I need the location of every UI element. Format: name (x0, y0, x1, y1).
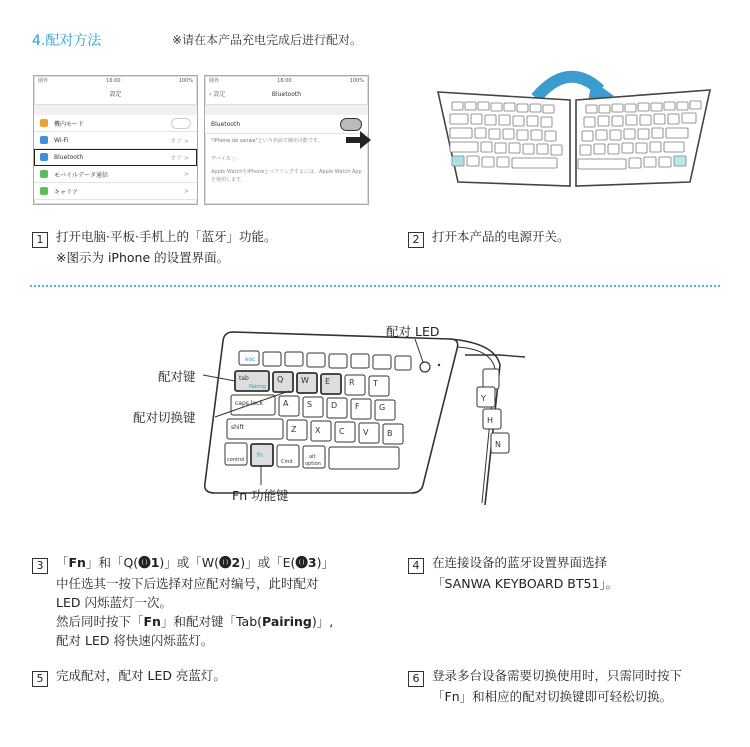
step-text: 完成配对，配对 LED 亮蓝灯。 (56, 668, 226, 683)
step-5 (32, 666, 226, 687)
key-label-n: N (495, 440, 501, 449)
battery-text: 100% (178, 78, 193, 84)
row-label: 機内モード (54, 120, 84, 128)
bluetooth-nav-bar (205, 86, 368, 105)
row-label: キャリア (54, 188, 79, 196)
key-label-caps: caps lock (235, 400, 263, 407)
row-value: オフ > (170, 154, 189, 162)
devices-header: デバイス ◌ (211, 156, 237, 162)
step-number: 6 (408, 671, 424, 687)
step-text: 配对 LED 将快速闪烁蓝灯。 (56, 633, 214, 648)
step-2 (408, 227, 570, 248)
key-label-t: T (373, 379, 378, 388)
key-label-d: D (331, 401, 338, 410)
key-label-cmd: Cmd (281, 459, 293, 465)
key-label-r: R (349, 378, 355, 387)
row-value: > (183, 187, 189, 195)
arrow-right-icon (346, 130, 372, 150)
e-key (321, 374, 341, 394)
row-label: Wi-Fi (54, 136, 69, 144)
phone-icon (40, 187, 48, 195)
step-3: 3 「Fn」和「Q(⓿1)」或「W(⓿2)」或「E(⓿3)」 中任选其一按下后选择对应配对编号，此时配对 LED 闪烁蓝灯一次。 然后同时按下「Fn」和配对键「Tab(Pairing)」, 配对 LED 将快速闪烁蓝灯。 (32, 553, 334, 650)
step-number: 4 (408, 558, 424, 574)
key-label-y: Y (481, 394, 486, 403)
key-label-control: control (227, 457, 245, 463)
back-link[interactable]: ‹ 設定 (209, 91, 226, 98)
row-wifi[interactable] (34, 132, 197, 149)
key-label-w: W (301, 376, 309, 385)
keyboard-closeup-diagram (195, 325, 525, 510)
key-label-shift: shift (231, 424, 244, 431)
key-label-a: A (283, 399, 289, 408)
row-bluetooth[interactable] (34, 149, 197, 166)
row-mobile-data[interactable] (34, 166, 197, 183)
status-bar (205, 76, 368, 86)
antenna-icon (40, 170, 48, 178)
step-number: 2 (408, 232, 424, 248)
step-subnote: ※图示为 iPhone 的设置界面。 (56, 250, 230, 265)
row-label: Bluetooth (211, 120, 241, 128)
pairing-led (420, 362, 430, 372)
row-label: Bluetooth (54, 153, 84, 161)
airplane-icon (40, 119, 48, 127)
discoverable-text: "iPhone de sanwa"という名前で検出可能です。 (211, 138, 323, 144)
step-text: 登录多台设备需要切换使用时，只需同时按下 (432, 668, 683, 683)
key-label-f: F (355, 402, 360, 411)
carrier-text: 圏外 (38, 78, 49, 84)
step-6 (408, 666, 682, 706)
watch-note: Apple WatchをiPhoneとペアリングするには、Apple Watch Appを使用します。 (211, 169, 362, 183)
key-label-tab: tab (239, 375, 249, 382)
key-label-esc: esc (245, 356, 256, 363)
key-label-b: B (387, 429, 393, 438)
battery-text: 100% (349, 78, 364, 84)
step-4 (408, 553, 618, 593)
key-label-c: C (339, 427, 345, 436)
key-label-e: E (325, 377, 331, 386)
bluetooth-icon (40, 153, 48, 161)
toggle-switch[interactable] (171, 118, 191, 129)
key-label-option: option (305, 461, 321, 467)
wifi-icon (40, 136, 48, 144)
key-label-h: H (487, 416, 494, 425)
row-carrier[interactable] (34, 183, 197, 200)
pairing-led-label: 配对 LED (386, 324, 440, 339)
pairing-key-label: 配对键 (158, 369, 196, 384)
row-bluetooth-toggle[interactable] (205, 115, 368, 134)
row-value: > (183, 170, 189, 178)
back-label: 設定 (213, 91, 226, 98)
settings-title: 設定 (34, 86, 197, 105)
step-text: 然后同时按下「Fn」和配对键「Tab(Pairing)」, (56, 614, 334, 629)
key-label-q: Q (277, 375, 284, 384)
dotted-divider (30, 285, 720, 287)
charge-note: ※请在本产品充电完成后进行配对。 (172, 33, 363, 47)
key-label-fn: fn (257, 452, 263, 459)
switch-key-label: 配对切换键 (133, 410, 196, 425)
time-text: 16:00 (106, 78, 121, 84)
key-label-g: G (379, 403, 386, 412)
row-value: オフ > (170, 137, 189, 145)
step-number: 1 (32, 232, 48, 248)
key-label-s: S (307, 400, 313, 409)
step-text: 打开本产品的电源开关。 (432, 229, 570, 244)
key-label-z: Z (291, 425, 297, 434)
key-label-x: X (315, 426, 321, 435)
folding-keyboard-illustration (428, 62, 718, 192)
row-label: モバイルデータ通信 (54, 171, 109, 179)
step-text: 「Fn」和相应的配对切换键即可轻松切换。 (432, 689, 673, 704)
step-1 (32, 227, 276, 267)
status-bar (34, 76, 197, 86)
step-text: 中任选其一按下后选择对应配对编号，此时配对 (56, 576, 319, 591)
key-label-pairing: Pairing (249, 384, 267, 390)
spinner-icon: ◌ (232, 156, 237, 162)
carrier-text: 圏外 (209, 78, 220, 84)
time-text: 16:00 (277, 78, 292, 84)
phone-settings-screen (33, 75, 198, 205)
phone-bluetooth-screen (204, 75, 369, 205)
row-airplane[interactable] (34, 115, 197, 132)
fn-key-label: Fn 功能键 (232, 488, 289, 503)
section-title: 4.配对方法 (32, 33, 102, 49)
key-label-alt: alt (309, 454, 316, 460)
toggle-switch[interactable] (340, 118, 362, 131)
step-text: LED 闪烁蓝灯一次。 (56, 595, 172, 610)
bluetooth-title: Bluetooth (271, 91, 302, 98)
step-text: 打开电脑·平板·手机上的「蓝牙」功能。 (56, 229, 277, 244)
step-text: 在连接设备的蓝牙设置界面选择 (432, 555, 608, 570)
step-number: 5 (32, 671, 48, 687)
key-label-v: V (363, 428, 369, 437)
step-text: 「SANWA KEYBOARD BT51」。 (432, 576, 619, 591)
step-number: 3 (32, 558, 48, 574)
